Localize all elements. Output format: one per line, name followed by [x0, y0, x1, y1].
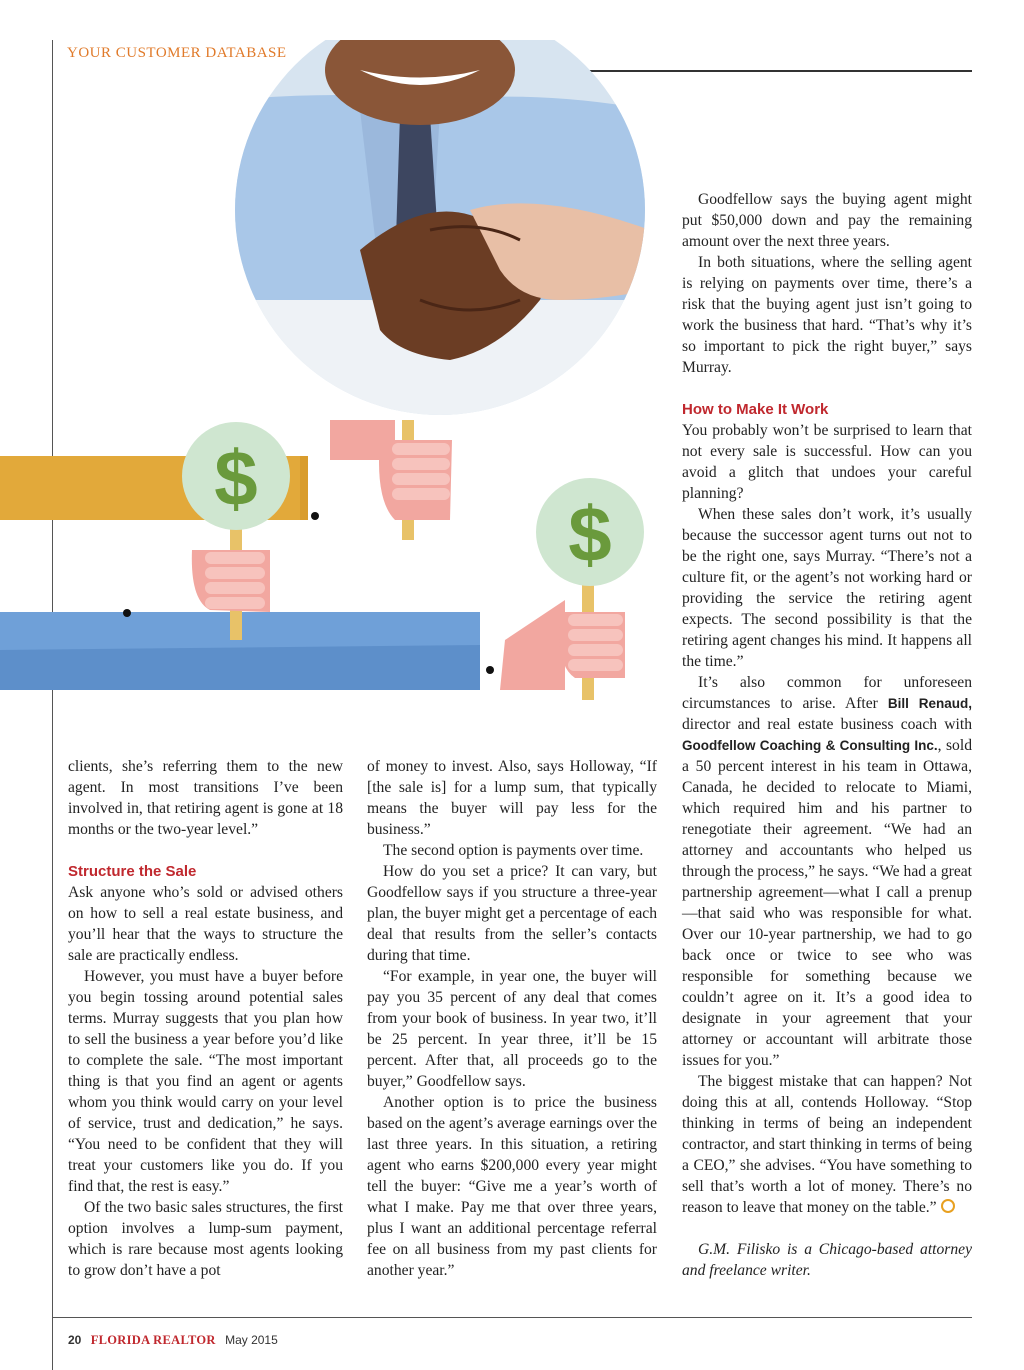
paragraph — [682, 1071, 972, 1218]
hand-holding-sign-right — [500, 478, 644, 700]
paragraph: You probably won’t be surprised to learn that not every sale is successful. How can you avoid a glitch that undoes your careful planning? — [682, 422, 972, 502]
text-run: The biggest mistake that can happen? Not doing this at all, contends Holloway. “Stop thinking in terms of being an independent contractor, and start thinking in terms of being a CEO,” she advises. “You have something to sell that’s worth a lot of money. There’s no reason to leave that money on the table.” — [682, 1073, 972, 1216]
end-mark-icon — [941, 1199, 955, 1213]
paragraph: clients, she’s referring them to the new agent. In most transitions I’ve been involved in, that retiring agent is gone at 18 months or the two-year level.” — [68, 758, 343, 838]
subheading-structure-the-sale: Structure the Sale — [68, 863, 197, 880]
paragraph: of money to invest. Also, says Holloway, “If [the sale is] for a lump sum, that typically means the buyer will pay less for the business.” — [367, 758, 657, 838]
paragraph: “For example, in year one, the buyer will pay you 35 percent of any deal that comes from your book of business. In year two, it’ll be 25 percent. In year three, it’ll be 15 percent. After that, all proceeds go to the buyer,” Goodfellow says. — [367, 968, 657, 1090]
article-column-3 — [682, 399, 972, 1281]
paragraph: Ask anyone who’s sold or advised others on how to sell a real estate business, and you’ll hear that the ways to structure the sale are practically endless. — [68, 884, 343, 964]
dollar-sign-left: $ — [214, 434, 258, 522]
text-run: , sold a 50 percent interest in his team in Ottawa, Canada, he decided to relocate to Miami, which required him and his partner to renegotiate their agreement. “We had an attorney and accountants who helped us through the process,” he says. “We had a great partnership agreement—what I call a prenup—that said who was responsible for what. Over our 10-year partnership, we had to go back once or twice to see who was responsible for something because we couldn’t agree on it. It’s a good idea to designate in your agreement that your attorney or accountant will arbitrate those issues for you.” — [682, 737, 972, 1069]
person-name: Bill Renaud, — [887, 696, 972, 711]
handshake-photo — [230, 40, 650, 420]
paragraph: Of the two basic sales structures, the first option involves a lump-sum payment, which is rare because most agents looking to grow don’t have a pot — [68, 1199, 343, 1279]
text-run: It’s also common for unforeseen circumstances to arise. After — [682, 674, 972, 712]
article-column-1 — [68, 756, 343, 1281]
paragraph: However, you must have a buyer before you begin tossing around potential sales terms. Murray suggests that you plan how to sell the business a year before you’d like to complete the sale. “The most important thing is that you find an agent or agents whom you think would carry on your level of service, trust and dedication,” he says. “You need to be confident that they will treat your customers like you do. If you find that, the rest is easy.” — [68, 968, 343, 1195]
paragraph: Goodfellow says the buying agent might put $50,000 down and pay the remaining amount over the next three years. — [682, 191, 972, 250]
text-run: director and real estate business coach with — [682, 716, 972, 733]
bottom-rule — [52, 1317, 972, 1318]
article-column-3-top — [682, 189, 972, 378]
company-name: Goodfellow Coaching & Consulting Inc. — [682, 738, 938, 753]
magazine-name: FLORIDA REALTOR — [90, 1333, 216, 1347]
section-label: YOUR CUSTOMER DATABASE — [67, 45, 287, 61]
paragraph: Another option is to price the business based on the agent’s average earnings over the last three years. In this situation, a retiring agent who earns $200,000 every year might tell the buyer: “Give me a year’s worth of what I make. Pay me that over three years, plus I want an additional percentage referral fee on all business from my past clients for another year.” — [367, 1094, 657, 1279]
paragraph: The second option is payments over time. — [383, 842, 644, 859]
paragraph: In both situations, where the selling agent is relying on payments over time, there’s a risk that the buying agent just isn’t going to work the business that hard. “That’s why it’s so important to pick the right buyer,” says Murray. — [682, 254, 972, 376]
paragraph: When these sales don’t work, it’s usually because the successor agent turns out not to be the right one, says Murray. “There’s not a culture fit, or the agent’s not working hard or providing the service the retiring agent expects. The second possibility is that the retiring agent changes his mind. It happens all the time.” — [682, 506, 972, 670]
article-column-2 — [367, 756, 657, 1281]
author-byline: G.M. Filisko is a Chicago-based attorney and freelance writer. — [682, 1241, 972, 1279]
paragraph: How do you set a price? It can vary, but Goodfellow says if you structure a three-year plan, the buyer might get a percentage of each deal that results from the seller’s contacts during that time. — [367, 863, 657, 964]
page-number: 20 — [68, 1333, 82, 1347]
dollar-sign-right: $ — [568, 490, 612, 578]
paragraph — [682, 672, 972, 1071]
issue-date: May 2015 — [225, 1333, 278, 1347]
subheading-how-to-make-it-work: How to Make It Work — [682, 401, 829, 418]
page-footer — [68, 1333, 278, 1348]
hand-holding-sign-left — [182, 422, 290, 640]
